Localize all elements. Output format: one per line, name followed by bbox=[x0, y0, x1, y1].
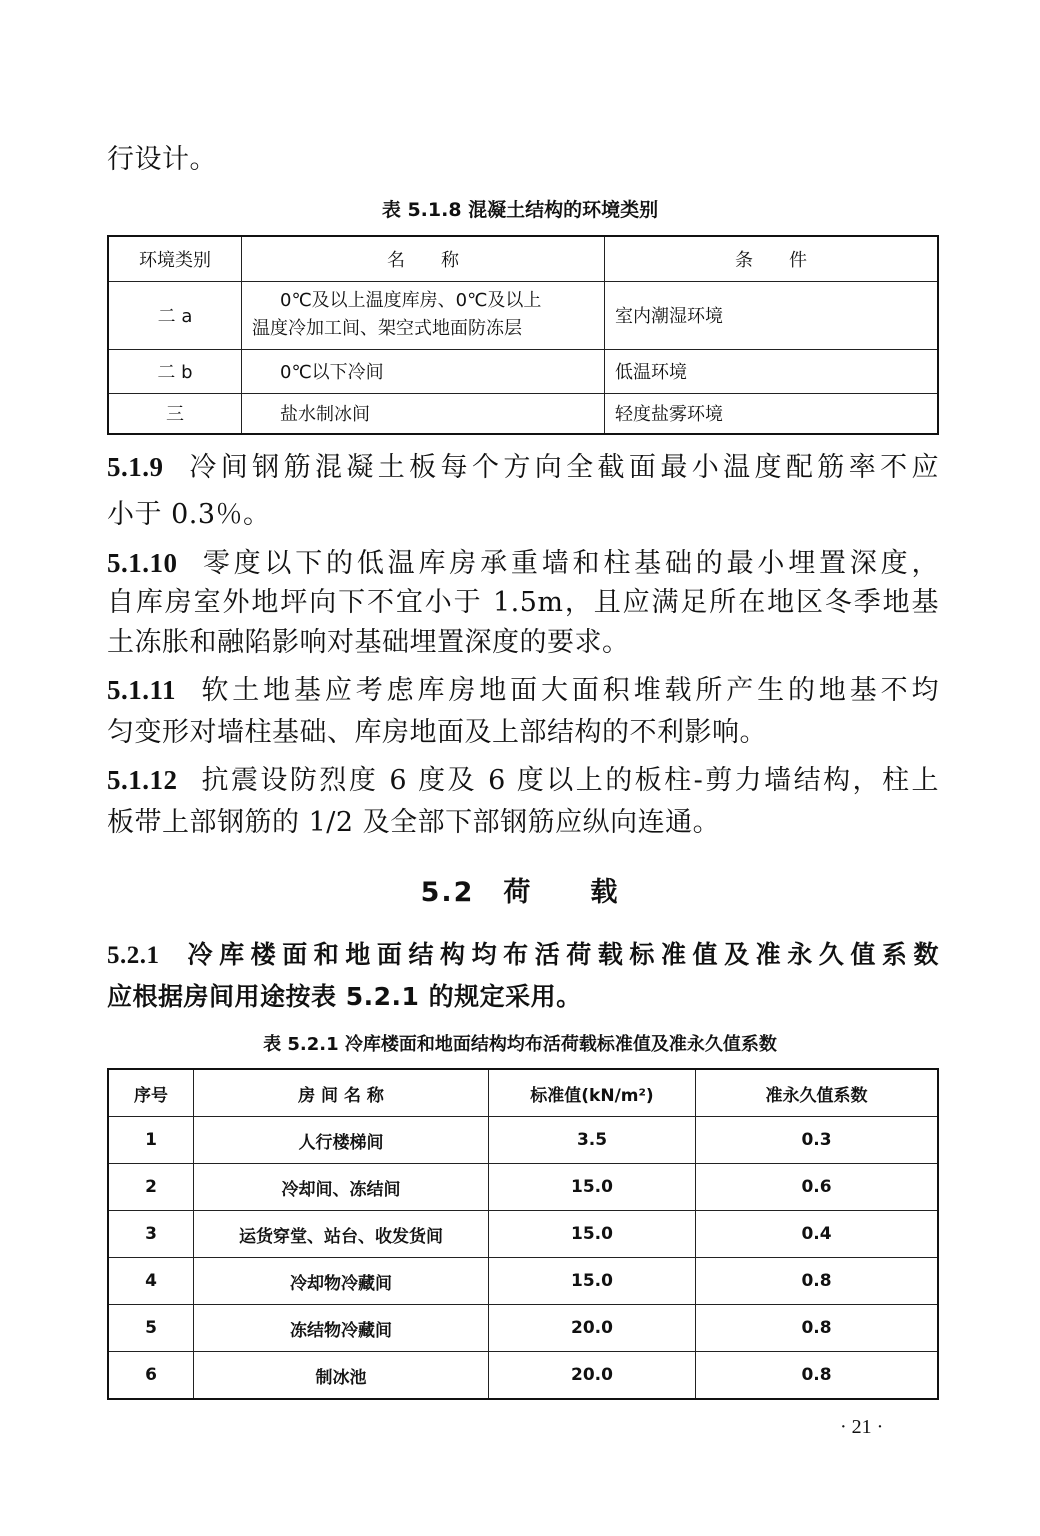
row-number-cell: 6 bbox=[108, 1352, 194, 1400]
quasi-permanent-coefficient-cell: 0.8 bbox=[696, 1305, 939, 1352]
clause-line: 5.2.1 冷库楼面和地面结构均布活荷载标准值及准永久值系数 bbox=[107, 940, 939, 969]
table-row bbox=[108, 1352, 938, 1400]
clause-line: 5.1.11 软土地基应考虑库房地面大面积堆载所产生的地基不均 bbox=[107, 675, 939, 706]
clause-line: 匀变形对墙柱基础、库房地面及上部结构的不利影响。 bbox=[107, 717, 767, 748]
header-cell: 环境类别 bbox=[108, 236, 242, 281]
quasi-permanent-coefficient-cell: 0.8 bbox=[696, 1352, 939, 1400]
room-name-cell: 人行楼梯间 bbox=[194, 1117, 489, 1164]
table-row bbox=[108, 1258, 938, 1305]
standard-value-cell: 15.0 bbox=[489, 1258, 696, 1305]
standard-value-cell: 20.0 bbox=[489, 1305, 696, 1352]
header-cell: 条 件 bbox=[605, 236, 939, 281]
header-cell: 标准值(kN/m²) bbox=[489, 1069, 696, 1117]
row-number-cell: 5 bbox=[108, 1305, 194, 1352]
clause-line: 自库房室外地坪向下不宜小于 1.5m，且应满足所在地区冬季地基 bbox=[107, 587, 939, 618]
clause-number: 5.2.1 bbox=[107, 942, 160, 969]
category-cell: 二 a bbox=[108, 281, 242, 349]
condition-cell: 轻度盐雾环境 bbox=[605, 393, 939, 434]
room-name-cell: 制冰池 bbox=[194, 1352, 489, 1400]
clause-line: 小于 0.3％。 bbox=[107, 499, 271, 530]
name-line: 温度冷加工间、架空式地面防冻层 bbox=[252, 318, 522, 339]
quasi-permanent-coefficient-cell: 0.6 bbox=[696, 1164, 939, 1211]
header-cell: 名 称 bbox=[242, 236, 605, 281]
condition-cell: 低温环境 bbox=[605, 349, 939, 393]
table-header-row bbox=[108, 1069, 938, 1117]
row-number-cell: 4 bbox=[108, 1258, 194, 1305]
clause-line: 土冻胀和融陷影响对基础埋置深度的要求。 bbox=[107, 627, 630, 658]
table-row bbox=[108, 349, 938, 393]
name-cell: 盐水制冰间 bbox=[242, 393, 605, 434]
clause-number: 5.1.10 bbox=[107, 548, 178, 578]
table-row bbox=[108, 281, 938, 349]
clause-number: 5.1.11 bbox=[107, 675, 177, 705]
room-name-cell: 冷却间、冻结间 bbox=[194, 1164, 489, 1211]
table-row bbox=[108, 1117, 938, 1164]
room-name-cell: 冻结物冷藏间 bbox=[194, 1305, 489, 1352]
row-number-cell: 1 bbox=[108, 1117, 194, 1164]
clause-line: 5.1.9 冷间钢筋混凝土板每个方向全截面最小温度配筋率不应 bbox=[107, 452, 939, 483]
row-number-cell: 3 bbox=[108, 1211, 194, 1258]
condition-cell: 室内潮湿环境 bbox=[605, 281, 939, 349]
clause-line: 板带上部钢筋的 1/2 及全部下部钢筋应纵向连通。 bbox=[107, 807, 721, 838]
category-cell: 三 bbox=[108, 393, 242, 434]
standard-value-cell: 15.0 bbox=[489, 1211, 696, 1258]
header-cell: 序号 bbox=[108, 1069, 194, 1117]
name-line: 0℃及以上温度库房、0℃及以上 bbox=[280, 290, 542, 311]
table1-caption: 表 5.1.8 混凝土结构的环境类别 bbox=[381, 199, 659, 221]
table-row bbox=[108, 1305, 938, 1352]
live-load-table bbox=[107, 1068, 939, 1400]
clause-number: 5.1.9 bbox=[107, 452, 164, 482]
quasi-permanent-coefficient-cell: 0.4 bbox=[696, 1211, 939, 1258]
header-cell: 房 间 名 称 bbox=[194, 1069, 489, 1117]
standard-value-cell: 15.0 bbox=[489, 1164, 696, 1211]
table-row bbox=[108, 393, 938, 434]
table-row bbox=[108, 1164, 938, 1211]
row-number-cell: 2 bbox=[108, 1164, 194, 1211]
quasi-permanent-coefficient-cell: 0.8 bbox=[696, 1258, 939, 1305]
standard-value-cell: 3.5 bbox=[489, 1117, 696, 1164]
quasi-permanent-coefficient-cell: 0.3 bbox=[696, 1117, 939, 1164]
standard-value-cell: 20.0 bbox=[489, 1352, 696, 1400]
page-number: · 21 · bbox=[840, 1416, 884, 1438]
table2-caption: 表 5.2.1 冷库楼面和地面结构均布活荷载标准值及准永久值系数 bbox=[263, 1034, 777, 1055]
clause-line: 应根据房间用途按表 5.2.1 的规定采用。 bbox=[107, 982, 582, 1011]
room-name-cell: 冷却物冷藏间 bbox=[194, 1258, 489, 1305]
category-cell: 二 b bbox=[108, 349, 242, 393]
clause-line: 5.1.12 抗震设防烈度 6 度及 6 度以上的板柱-剪力墙结构，柱上 bbox=[107, 765, 939, 796]
table-header-row bbox=[108, 236, 938, 281]
table-row bbox=[108, 1211, 938, 1258]
clause-line: 5.1.10 零度以下的低温库房承重墙和柱基础的最小埋置深度， bbox=[107, 548, 939, 579]
clause-number: 5.1.12 bbox=[107, 765, 178, 795]
name-cell: 0℃以下冷间 bbox=[242, 349, 605, 393]
environment-category-table bbox=[107, 235, 939, 435]
intro-line: 行设计。 bbox=[107, 144, 217, 175]
room-name-cell: 运货穿堂、站台、收发货间 bbox=[194, 1211, 489, 1258]
section-heading: 5.2 荷 载 bbox=[420, 877, 620, 908]
header-cell: 准永久值系数 bbox=[696, 1069, 939, 1117]
